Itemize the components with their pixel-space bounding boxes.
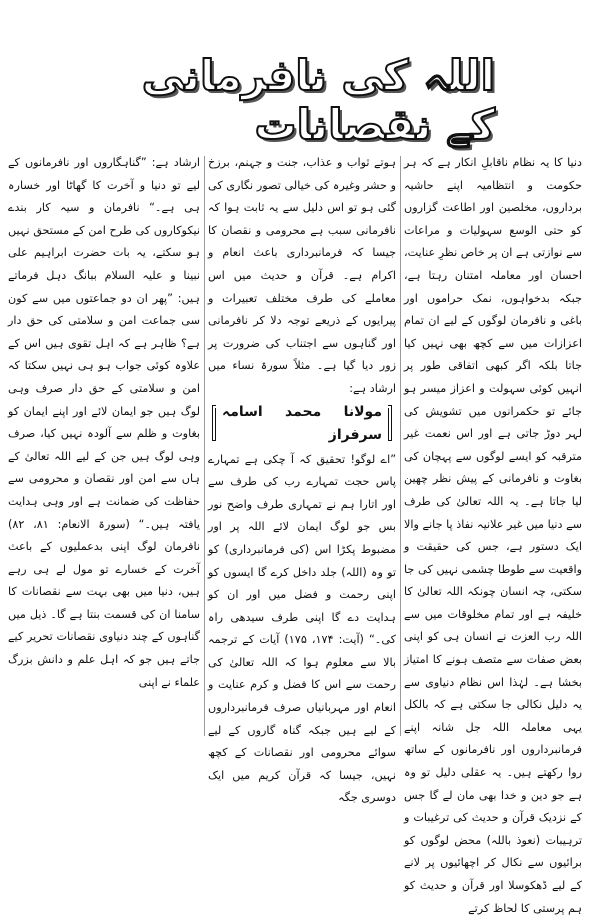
author-byline: مولانا محمد اسامہ سرفراز [216, 401, 388, 446]
column-left [8, 152, 200, 740]
column-right-text: دنیا کا یہ نظام ناقابلِ انکار ہے کہ ہر حکومت و انتظامیہ اپنے حاشیہ برداروں، مخلصین اور اطاعت گزاروں کو حتی الوسع سہولیات و مراعات سے نوازتی ہے ان پر خاص نظرِ عنایت، احسان اور معاملہ امتنان رہتا ہے، جبکہ بدخواہوں، نمک حراموں اور باغی و نافرمان لوگوں کے لیے ان تمام اعزازات میں سے کچھ بھی نہیں کیا جاتا بلکہ اگر کبھی اتفاقی طور پر انہیں کوئی سہولت و اعزاز میسر ہو جائے تو حکمرانوں میں تشویش کی لہر دوڑ جاتی ہے اور اس نعمت غیر مترقبہ کو ایسے لوگوں سے پہچان کی بغاوت و نافرمانی کے پیش نظر چھین لیا جاتا ہے۔ یہ اللہ تعالیٰ کی طرف سے دنیا میں غیر علانیہ نفاذ پا جانے والا ایک دستور ہے، جس کی حقیقت و واقعیت سے طوطا چشمی نہیں کی جا سکتی، چہ انسان چونکہ اللہ تعالیٰ کا خلیفہ ہے اور تمام مخلوقات میں سے اللہ رب العزت نے انسان ہی کو اپنی بعض صفات سے متصف ہونے کا امتیاز بخشا ہے۔ لہٰذا اس نظام دنیاوی سے یہ دلیل نکالی جا سکتی ہے کہ بالکل یہی معاملہ اللہ جل شانہ اپنے فرمانبرداروں اور نافرمانوں کے ساتھ روا رکھتے ہیں۔ یہ عقلی دلیل تو وہ ہے جو دین و خدا بھی مان لے گا جس کے نزدیک قرآن و حدیث کی ترغیبات و ترہیبات (نعوذ باللہ) محض لوگوں کو برائیوں سے نکال کر اچھائیوں پر لانے کے لیے ڈھکوسلا اور قرآن و حدیث کو ہم پرستی کا لحاظ کرتے [404, 156, 582, 915]
column-right [404, 152, 582, 915]
column-left-text: ارشاد ہے: ”گناہگاروں اور نافرمانوں کے لیے تو دنیا و آخرت کا گھاٹا اور خسارہ ہی ہے۔“ نافرمان و سیہ کار بندے نیکوکاروں کی طرح امن کے مستحق نہیں ہو سکتے، یہ بات حضرت ابراہیم علی نبینا و علیہ السلام ببانگ دہل فرماتے ہیں: ”پھر ان دو جماعتوں میں سے کون سی جماعت امن و سلامتی کی حق دار ہے؟ ظاہر ہے کہ اہل تقوی ہیں اس کے علاوہ کوئی جواب ہو ہی نہیں سکتا کہ امن و سلامتی کے حق دار صرف وہی لوگ ہیں جو ایمان لائے اور اپنے ایمان کو بغاوت و ظلم سے آلودہ نہیں کیا، صرف وہی لوگ ہیں جن کے لیے اللہ تعالیٰ کے ہاں سے امن اور نقصان و محرومی سے حفاظت کی ضمانت ہے اور وہی ہدایت یافتہ ہیں۔“ (سورۃ الانعام: ۸۱، ۸۲) نافرمان لوگ اپنی بدعملیوں کے باعث آخرت کے خسارے تو مول لے ہی رہے ہیں، دنیا میں بھی بہت سے نقصانات کا سامنا ان کی قسمت بنتا ہے گا۔ ذیل میں گناہوں کے چند دنیاوی نقصانات تحریر کیے جاتے ہیں جو کہ اہل علم و دانش بزرگ علماء نے اپنی [8, 156, 201, 689]
column-divider [204, 156, 205, 736]
article-columns [8, 152, 582, 915]
column-divider [400, 156, 401, 736]
article-headline: اللہ کی نافرمانی کے نقصانات [141, 50, 495, 149]
column-middle-top-text: ہوتے ثواب و عذاب، جنت و جہنم، برزخ و حشر وغیرہ کی خیالی تصور نگاری کی گئی ہو تو اس دلیل سے یہ ثابت ہوا کہ نافرمانی سبب ہے محرومی و نقصان کا جیسا کہ فرمانبرداری باعث انعام و اکرام ہے۔ قرآن و حدیث میں اس معاملے کی طرف مختلف تعبیرات و پیرایوں کے ذریعے توجہ دلا کر نافرمانی اور گناہوں سے اجتناب کی ضرورت پر زور دیا گیا ہے۔ مثلاً سورۃ نساء میں ارشاد ہے: [208, 156, 396, 395]
column-middle-bottom-text: ”اے لوگو! تحقیق کہ آ چکی ہے تمہارے پاس حجت تمہارے رب کی طرف سے اور اتارا ہم نے تمہاری طرف واضح نور بس جو لوگ ایمان لائے اللہ پر اور مضبوط پکڑا اس (کی فرمانبرداری) کو تو وہ (اللہ) جلد داخل کرے گا ایسوں کو اپنی رحمت و فضل میں اور ان کو ہدایت دے گا اپنی طرف سیدھی راہ کی۔“ (آیت: ۱۷۴، ۱۷۵) آیات کے ترجمہ بالا سے معلوم ہوا کہ اللہ تعالیٰ کی رحمت سے اس کا فضل و کرم عنایت و انعام اور مہربانیاں صرف فرمانبرداروں کے لیے ہیں جبکہ گناہ گاروں کے لیے سوائے محرومی اور نقصانات کے کچھ نہیں، جیسا کہ قرآن کریم میں ایک دوسری جگہ [208, 452, 396, 805]
byline-frame [215, 403, 389, 443]
column-middle [208, 152, 396, 805]
byline-box [212, 405, 392, 441]
